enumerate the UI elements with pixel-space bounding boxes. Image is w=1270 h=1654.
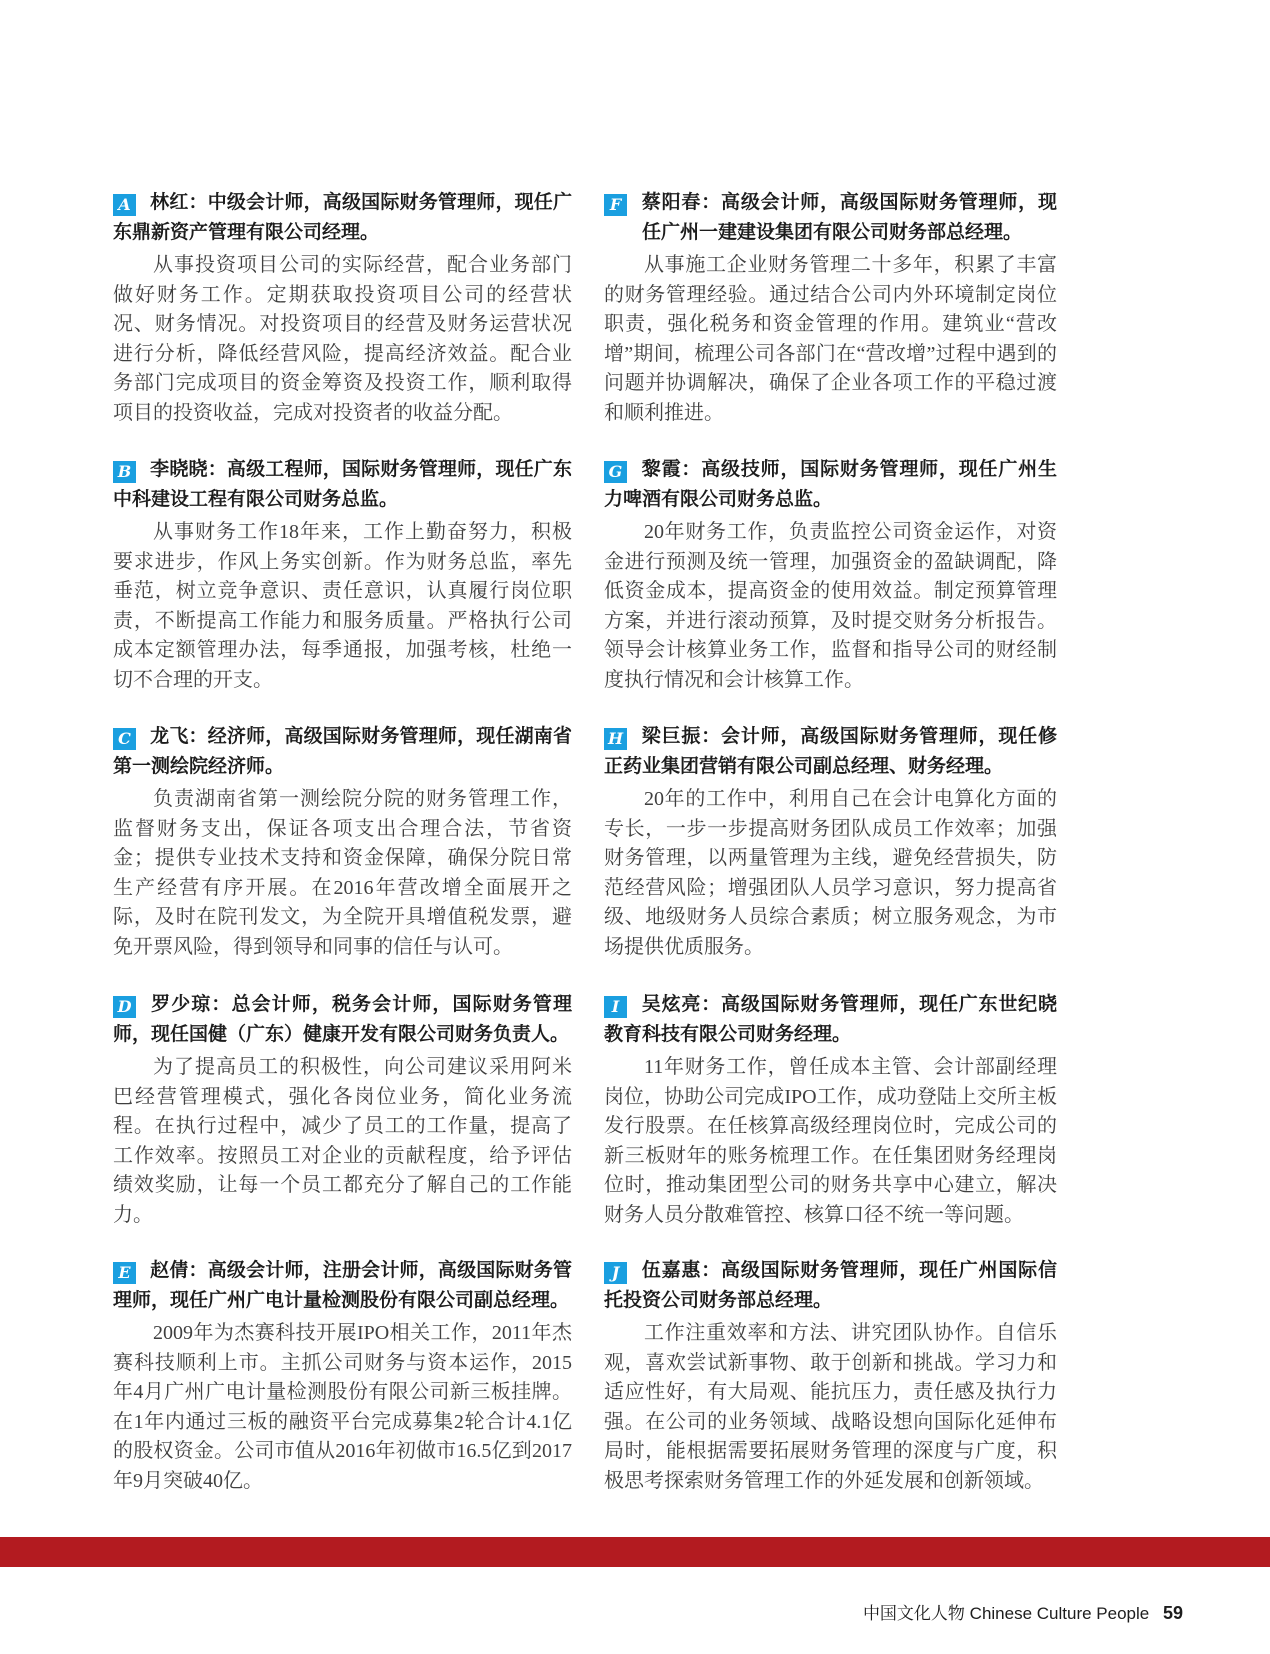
entry-title bbox=[113, 990, 572, 1050]
profile-entry-h bbox=[604, 722, 1057, 962]
entry-body: 20年财务工作，负责监控公司资金运作，对资金进行预测及统一管理，加强资金的盈缺调配，降低资金成本，提高资金的使用效益。制定预算管理方案，并进行滚动预算，及时提交财务分析报告。领导会计核算业务工作，监督和指导公司的财经制度执行情况和会计核算工作。 bbox=[604, 521, 1057, 691]
entry-badge: H bbox=[604, 728, 627, 750]
entry-body: 2009年为杰赛科技开展IPO相关工作，2011年杰赛科技顺利上市。主抓公司财务与资本运作，2015年4月广州广电计量检测股份有限公司新三板挂牌。在1年内通过三板的融资平台完成募集2轮合计4.1亿的股权资金。公司市值从2016年初做市16.5亿到2017年9月突破40亿。 bbox=[113, 1322, 572, 1492]
entry-body: 从事投资项目公司的实际经营，配合业务部门做好财务工作。定期获取投资项目公司的经营状况、财务情况。对投资项目的经营及财务运营状况进行分析，降低经营风险，提高经济效益。配合业务部门完成项目的资金筹资及投资工作，顺利取得项目的投资收益，完成对投资者的收益分配。 bbox=[113, 254, 572, 424]
entry-body: 负责湖南省第一测绘院分院的财务管理工作，监督财务支出，保证各项支出合理合法，节省资金；提供专业技术支持和资金保障，确保分院日常生产经营有序开展。在2016年营改增全面展开之际，及时在院刊发文，为全院开具增值税发票，避免开票风险，得到领导和同事的信任与认可。 bbox=[113, 788, 572, 958]
profile-entry-b bbox=[113, 455, 572, 695]
profile-entry-j bbox=[604, 1256, 1057, 1496]
profile-entry-e bbox=[113, 1256, 572, 1496]
profile-entry-a bbox=[113, 188, 572, 428]
profile-entry-c bbox=[113, 722, 572, 962]
entry-title bbox=[604, 722, 1057, 782]
entry-title-text: 黎霞：高级技师，国际财务管理师，现任广州生力啤酒有限公司财务总监。 bbox=[604, 459, 1057, 510]
entry-body: 工作注重效率和方法、讲究团队协作。自信乐观，喜欢尝试新事物、敢于创新和挑战。学习力和适应性好，有大局观、能抗压力，责任感及执行力强。在公司的业务领域、战略设想向国际化延伸布局时，能根据需要拓展财务管理的深度与广度，积极思考探索财务管理工作的外延发展和创新领域。 bbox=[604, 1322, 1057, 1492]
footer-brand-zh: 中国文化人物 bbox=[862, 1604, 965, 1623]
entry-title-text: 李晓晓：高级工程师，国际财务管理师，现任广东中科建设工程有限公司财务总监。 bbox=[113, 459, 572, 510]
entry-title bbox=[604, 455, 1057, 515]
entry-title bbox=[604, 990, 1057, 1050]
entry-badge: D bbox=[113, 996, 136, 1018]
entry-badge: A bbox=[113, 194, 136, 216]
profile-entry-i bbox=[604, 990, 1057, 1230]
entry-badge: E bbox=[113, 1262, 136, 1284]
entry-body: 为了提高员工的积极性，向公司建议采用阿米巴经营管理模式，强化各岗位业务，简化业务流程。在执行过程中，减少了员工的工作量，提高了工作效率。按照员工对企业的贡献程度，给予评估绩效奖励，让每一个员工都充分了解自己的工作能力。 bbox=[113, 1056, 572, 1226]
entry-badge: C bbox=[113, 728, 136, 750]
entry-title-text: 赵倩：高级会计师，注册会计师，高级国际财务管理师，现任广州广电计量检测股份有限公司副总经理。 bbox=[113, 1260, 572, 1311]
entry-title-text: 蔡阳春：高级会计师，高级国际财务管理师，现任广州一建建设集团有限公司财务部总经理。 bbox=[641, 192, 1057, 243]
entry-title bbox=[113, 455, 572, 515]
entry-badge: B bbox=[113, 461, 136, 483]
entry-title bbox=[113, 1256, 572, 1316]
entry-badge: J bbox=[604, 1262, 627, 1284]
entry-title-text: 罗少琼：总会计师，税务会计师，国际财务管理师，现任国健（广东）健康开发有限公司财务负责人。 bbox=[113, 994, 572, 1045]
entry-title bbox=[113, 722, 572, 782]
profile-entry-d bbox=[113, 990, 572, 1230]
profile-entry-f bbox=[604, 188, 1057, 428]
entry-badge: G bbox=[604, 461, 627, 483]
entry-title-text: 龙飞：经济师，高级国际财务管理师，现任湖南省第一测绘院经济师。 bbox=[113, 726, 572, 777]
entry-title-text: 伍嘉惠：高级国际财务管理师，现任广州国际信托投资公司财务部总经理。 bbox=[604, 1260, 1057, 1311]
entry-badge: I bbox=[604, 996, 627, 1018]
entry-title bbox=[113, 188, 572, 248]
entry-title bbox=[604, 1256, 1057, 1316]
entry-body: 11年财务工作，曾任成本主管、会计部副经理岗位，协助公司完成IPO工作，成功登陆上交所主板发行股票。在任核算高级经理岗位时，完成公司的新三板财年的账务梳理工作。在任集团财务经理岗位时，推动集团型公司的财务共享中心建立，解决财务人员分散难管控、核算口径不统一等问题。 bbox=[604, 1056, 1057, 1226]
footer-brand-en: Chinese Culture People bbox=[969, 1604, 1150, 1623]
entry-body: 20年的工作中，利用自己在会计电算化方面的专长，一步一步提高财务团队成员工作效率；加强财务管理，以两量管理为主线，避免经营损失，防范经营风险；增强团队人员学习意识，努力提高省级、地级财务人员综合素质；树立服务观念，为市场提供优质服务。 bbox=[604, 788, 1057, 958]
entry-body: 从事财务工作18年来，工作上勤奋努力，积极要求进步，作风上务实创新。作为财务总监，率先垂范，树立竞争意识、责任意识，认真履行岗位职责，不断提高工作能力和服务质量。严格执行公司成本定额管理办法，每季通报，加强考核，杜绝一切不合理的开支。 bbox=[113, 521, 572, 691]
entry-body: 从事施工企业财务管理二十多年，积累了丰富的财务管理经验。通过结合公司内外环境制定岗位职责，强化税务和资金管理的作用。建筑业“营改增”期间，梳理公司各部门在“营改增”过程中遇到的问题并协调解决，确保了企业各项工作的平稳过渡和顺利推进。 bbox=[604, 254, 1057, 424]
profile-entry-g bbox=[604, 455, 1057, 695]
accent-red-bar bbox=[0, 1537, 1270, 1567]
entry-title-text: 林红：中级会计师，高级国际财务管理师，现任广东鼎新资产管理有限公司经理。 bbox=[113, 192, 572, 243]
page-footer bbox=[863, 1599, 1183, 1624]
entry-title-text: 吴炫亮：高级国际财务管理师，现任广东世纪晓教育科技有限公司财务经理。 bbox=[604, 994, 1057, 1045]
entry-badge: F bbox=[604, 194, 627, 216]
page-number: 59 bbox=[1162, 1603, 1183, 1623]
entry-title-text: 梁巨振：会计师，高级国际财务管理师，现任修正药业集团营销有限公司副总经理、财务经理。 bbox=[604, 726, 1057, 777]
entry-title bbox=[604, 188, 1057, 248]
